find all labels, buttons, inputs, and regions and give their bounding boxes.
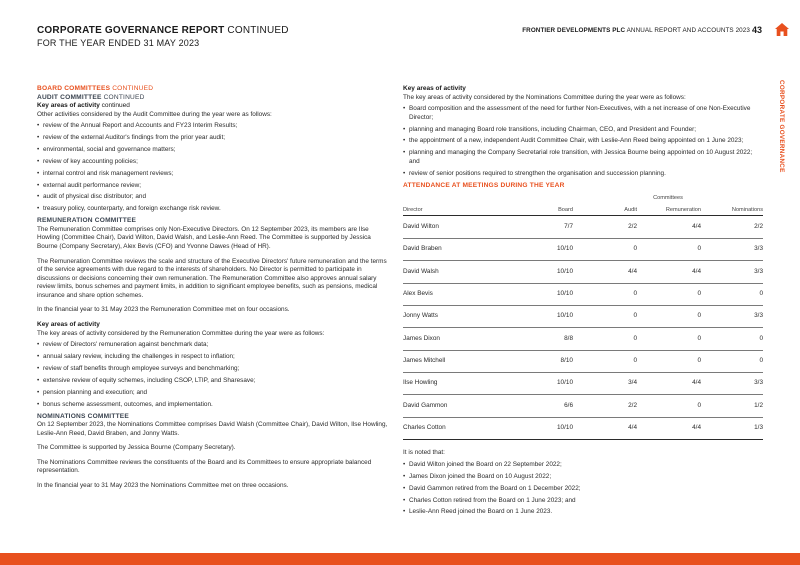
board-committees-heading [37, 85, 389, 94]
table-cell: Ilse Howling [403, 373, 513, 395]
table-cell: 4/4 [637, 373, 701, 395]
nominations-key-intro: The key areas of activity considered by the Nominations Committee during the year were as follows: [403, 93, 686, 101]
nominations-paragraph-3: The Nominations Committee reviews the constituents of the Board and its Committees to ensure appropriate balanced representation. [37, 458, 372, 475]
audit-key-areas-heading-continued: continued [99, 102, 130, 109]
table-cell: 3/3 [701, 373, 763, 395]
audit-key-areas-heading-main: Key areas of activity [37, 102, 100, 109]
table-group-spacer [513, 192, 573, 204]
list-item: • planning and managing the Company Secretarial role transition, with Jessica Bourne being appointed on 10 August 2022; and [403, 149, 763, 166]
list-item: • pension planning and execution; and [37, 389, 389, 398]
table-row [403, 305, 763, 327]
noted-list [403, 461, 763, 517]
table-cell: 0 [573, 350, 637, 372]
table-row [403, 283, 763, 305]
table-cell: 4/4 [637, 216, 701, 238]
table-cell: 0 [637, 350, 701, 372]
remuneration-committee-heading: REMUNERATION COMMITTEE [37, 217, 137, 225]
list-item: • audit of physical disc distributor; and [37, 193, 389, 202]
board-committees-heading-continued: CONTINUED [110, 85, 154, 92]
table-cell: 4/4 [637, 417, 701, 439]
list-item: • treasury policy, counterparty, and foreign exchange risk review. [37, 205, 389, 214]
right-column [403, 85, 763, 520]
list-item: • review of key accounting policies; [37, 158, 389, 167]
audit-intro: Other activities considered by the Audit Committee during the year were as follows: [37, 110, 272, 118]
list-item: • David Wilton joined the Board on 22 September 2022; [403, 461, 763, 470]
table-cell: 10/10 [513, 373, 573, 395]
table-cell: 2/2 [573, 216, 637, 238]
table-cell: 0 [573, 283, 637, 305]
table-cell: 10/10 [513, 283, 573, 305]
table-cell: 0 [637, 305, 701, 327]
table-row [403, 350, 763, 372]
column-header: Nominations [701, 204, 763, 216]
remuneration-key-intro: The key areas of activity considered by the Remuneration Committee during the year were as follows: [37, 329, 325, 337]
list-item: • Leslie-Ann Reed joined the Board on 1 June 2023. [403, 508, 763, 517]
page-subtitle: FOR THE YEAR ENDED 31 MAY 2023 [37, 38, 200, 48]
list-item: • extensive review of equity schemes, including CSOP, LTIP, and Sharesave; [37, 377, 389, 386]
remuneration-paragraph-1: The Remuneration Committee comprises only Non-Executive Directors. On 12 September 2023, its members are Ilse Howling (Committee Chair), David Wilton, David Walsh, and Leslie-Ann Reed. The Committee is supported by Jessica Bourne (Company Secretary), Alex Bevis (CFO) and Yvonne Dawes (Head of HR). [37, 225, 371, 250]
audit-committee-heading-continued: CONTINUED [101, 93, 145, 101]
table-row [403, 328, 763, 350]
nominations-key-areas-heading: Key areas of activity [403, 85, 466, 92]
list-item: • external audit performance review; [37, 182, 389, 191]
column-header: Board [513, 204, 573, 216]
table-group-spacer [403, 192, 513, 204]
table-cell: Alex Bevis [403, 283, 513, 305]
page-header [37, 25, 289, 49]
table-cell: 4/4 [573, 261, 637, 283]
list-item: • environmental, social and governance matters; [37, 146, 389, 155]
table-cell: 3/3 [701, 238, 763, 260]
page-number: 43 [752, 25, 763, 35]
nominations-paragraph-1: On 12 September 2023, the Nominations Committee comprises David Walsh (Committee Chair), David Wilton, Ilse Howling, Leslie-Ann Reed, David Braben, and Jonny Watts. [37, 421, 388, 437]
page-title-continued: CONTINUED [224, 25, 289, 36]
table-cell: 1/2 [701, 395, 763, 417]
board-committees-heading-main: BOARD COMMITTEES [37, 85, 111, 92]
table-cell: Charles Cotton [403, 417, 513, 439]
list-item: • the appointment of a new, independent Audit Committee Chair, with Leslie-Ann Reed being appointed on 1 June 2023; [403, 137, 763, 146]
table-row [403, 417, 763, 439]
list-item: • David Gammon retired from the Board on 1 December 2022; [403, 485, 763, 494]
column-header: Director [403, 204, 513, 216]
table-cell: 10/10 [513, 305, 573, 327]
table-row [403, 216, 763, 238]
attendance-heading: ATTENDANCE AT MEETINGS DURING THE YEAR [403, 181, 565, 189]
audit-committee-heading [37, 94, 389, 103]
report-name [522, 27, 750, 34]
committees-group-label: Committees [653, 195, 683, 202]
list-item: • review of Directors' remuneration against benchmark data; [37, 341, 389, 350]
list-item: • annual salary review, including the challenges in respect to inflation; [37, 353, 389, 362]
table-cell: 0 [701, 350, 763, 372]
report-title: ANNUAL REPORT AND ACCOUNTS 2023 [625, 27, 750, 34]
noted-intro: It is noted that: [403, 449, 445, 457]
table-cell: 0 [701, 328, 763, 350]
table-cell: 0 [637, 395, 701, 417]
table-cell: 1/3 [701, 417, 763, 439]
table-header-row [403, 204, 763, 216]
column-header: Audit [573, 204, 637, 216]
table-cell: 7/7 [513, 216, 573, 238]
list-item: • Board composition and the assessment of the need for further Non-Executives, with a net increase of one Non-Executive Director; [403, 105, 763, 122]
table-cell: 6/6 [513, 395, 573, 417]
table-cell: 2/2 [701, 216, 763, 238]
table-row [403, 373, 763, 395]
table-cell: 0 [637, 283, 701, 305]
table-row [403, 238, 763, 260]
table-cell: 0 [573, 328, 637, 350]
table-cell: 2/2 [573, 395, 637, 417]
list-item: • review of the external Auditor's findings from the prior year audit; [37, 134, 389, 143]
section-side-tab[interactable]: CORPORATE GOVERNANCE [778, 80, 785, 173]
list-item: • review of staff benefits through employee surveys and benchmarking; [37, 365, 389, 374]
table-cell: 0 [637, 238, 701, 260]
table-row [403, 261, 763, 283]
table-group-header [403, 192, 763, 204]
nominations-committee-heading: NOMINATIONS COMMITTEE [37, 412, 129, 420]
table-cell: David Walsh [403, 261, 513, 283]
page-title [37, 25, 289, 37]
table-cell: 3/3 [701, 305, 763, 327]
table-cell: 0 [701, 283, 763, 305]
table-cell: 4/4 [637, 261, 701, 283]
attendance-table [403, 192, 763, 440]
table-cell: 8/8 [513, 328, 573, 350]
table-row [403, 395, 763, 417]
list-item: • James Dixon joined the Board on 10 August 2022; [403, 473, 763, 482]
table-cell: David Braben [403, 238, 513, 260]
table-cell: 8/10 [513, 350, 573, 372]
list-item: • planning and managing Board role transitions, including Chairman, CEO, and President and Founder; [403, 126, 763, 135]
list-item: • bonus scheme assessment, outcomes, and implementation. [37, 401, 389, 410]
table-cell: David Gammon [403, 395, 513, 417]
left-column [37, 85, 389, 491]
remuneration-key-areas-heading: Key areas of activity [37, 321, 100, 329]
remuneration-paragraph-3: In the financial year to 31 May 2023 the Remuneration Committee met on four occasions. [37, 306, 290, 314]
table-cell: 0 [573, 305, 637, 327]
list-item: • review of the Annual Report and Accounts and FY23 Interim Results; [37, 122, 389, 131]
nominations-paragraph-4: In the financial year to 31 May 2023 the Nominations Committee met on three occasions. [37, 481, 289, 489]
audit-activity-list [37, 122, 389, 214]
table-cell: 3/3 [701, 261, 763, 283]
table-cell: 10/10 [513, 417, 573, 439]
audit-committee-heading-main: AUDIT COMMITTEE [37, 93, 102, 101]
page-title-main: CORPORATE GOVERNANCE REPORT [37, 25, 225, 36]
table-cell: David Wilton [403, 216, 513, 238]
nominations-paragraph-2: The Committee is supported by Jessica Bourne (Company Secretary). [37, 444, 236, 452]
table-cell: 0 [573, 238, 637, 260]
table-cell: James Dixon [403, 328, 513, 350]
list-item: • review of senior positions required to strengthen the organisation and succession planning. [403, 170, 763, 179]
table-cell: 10/10 [513, 238, 573, 260]
list-item: • internal control and risk management reviews; [37, 170, 389, 179]
table-cell: 0 [637, 328, 701, 350]
list-item: • Charles Cotton retired from the Board on 1 June 2023; and [403, 497, 763, 506]
remuneration-paragraph-2: The Remuneration Committee reviews the scale and structure of the Executive Directors' future remuneration and the terms of the service agreements with due regard to the interests of shareholders. No Director is permitted to participate in discussions or decisions concerning their own remuneration. The Remuneration Committee also approves annual salary review limits, bonus schemes and payment limits, in addition to significant employee benefits, such as pensions, medical insurance and share option schemes. [37, 257, 387, 299]
footer-accent-bar [0, 553, 800, 565]
nominations-activity-list [403, 105, 763, 178]
table-cell: James Mitchell [403, 350, 513, 372]
audit-key-areas-heading [37, 102, 389, 111]
table-cell: Jonny Watts [403, 305, 513, 327]
table-cell: 4/4 [573, 417, 637, 439]
table-cell: 3/4 [573, 373, 637, 395]
column-header: Remuneration [637, 204, 701, 216]
company-name: FRONTIER DEVELOPMENTS PLC [522, 27, 626, 34]
home-icon[interactable] [775, 23, 789, 36]
remuneration-activity-list [37, 341, 389, 409]
table-cell: 10/10 [513, 261, 573, 283]
